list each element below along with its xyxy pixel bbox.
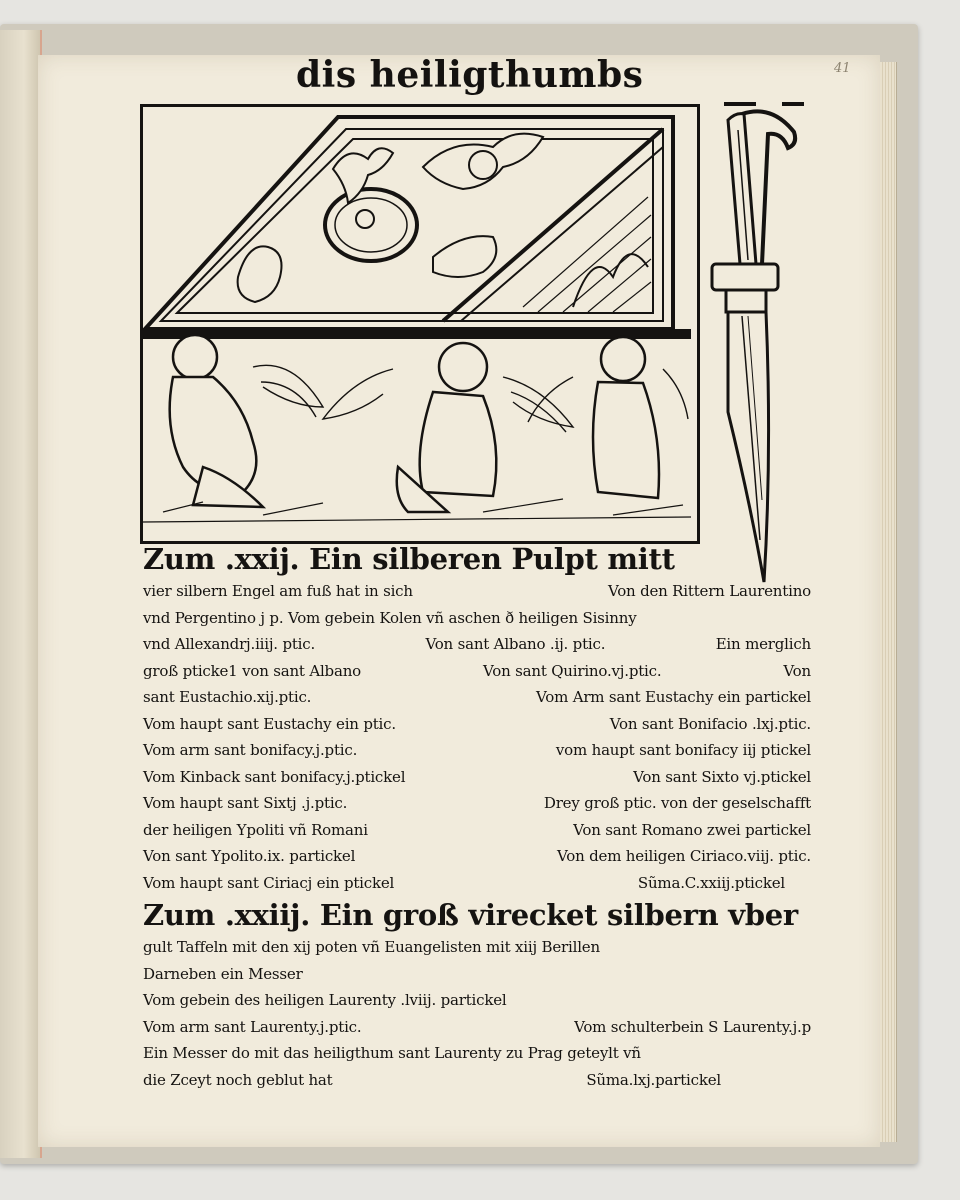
- text-line: [143, 578, 811, 605]
- text-segment: Vom arm sant Laurenty.j.ptic.: [143, 1017, 362, 1036]
- text-line: [143, 817, 811, 844]
- text-segment: Vom arm sant bonifacy.j.ptic.: [143, 741, 358, 759]
- text-line: [143, 843, 811, 870]
- knife-illustration: [704, 100, 812, 590]
- text-segment: Von: [783, 661, 811, 680]
- text-segment: Drey groß ptic. von der geselschafft: [543, 794, 811, 812]
- section-heading: Zum .xxij. Ein silberen Pulpt mitt: [143, 542, 675, 576]
- text-segment: vom haupt sant bonifacy iij ptickel: [555, 741, 811, 759]
- text-line: [143, 961, 811, 988]
- text-segment: gult Taffeln mit den xij poten vñ Euangelisten mit xiij Berillen: [143, 938, 600, 956]
- section-heading: Zum .xxiij. Ein groß virecket silbern vber: [143, 898, 798, 932]
- text-segment: Darneben ein Messer: [143, 964, 303, 983]
- text-segment: vnd Allexandrj.iiij. ptic.: [143, 635, 316, 653]
- text-segment: Vom Arm sant Eustachy ein partickel: [536, 688, 811, 706]
- text-segment: Von sant Albano .ij. ptic.: [425, 635, 606, 653]
- text-segment: Von sant Romano zwei partickel: [573, 820, 811, 839]
- text-line: [143, 1040, 811, 1067]
- text-segment: Vom gebein des heiligen Laurenty .lviij. partickel: [143, 991, 507, 1009]
- text-line: [143, 1014, 811, 1041]
- text-segment: Von sant Quirino.vj.ptic.: [483, 661, 662, 680]
- text-segment: sant Eustachio.xij.ptic.: [143, 688, 312, 706]
- text-segment: Von sant Ypolito.ix. partickel: [143, 847, 356, 865]
- running-head: dis heiligthumbs: [296, 54, 644, 96]
- text-line: [143, 870, 811, 897]
- text-segment: Von sant Sixto vj.ptickel: [633, 767, 811, 786]
- text-segment: vier silbern Engel am fuß hat in sich: [143, 582, 413, 600]
- text-line: [143, 737, 811, 764]
- text-line: [143, 605, 811, 632]
- text-segment: Vom Kinback sant bonifacy.j.ptickel: [143, 767, 406, 786]
- text-segment: Vom haupt sant Sixtj .j.ptic.: [143, 794, 348, 812]
- text-segment: der heiligen Ypoliti vñ Romani: [143, 820, 368, 839]
- text-segment: Vom haupt sant Eustachy ein ptic.: [143, 714, 396, 733]
- section-total: Sũma.C.xxiij.ptickel: [637, 873, 785, 892]
- text-segment: die Zceyt noch geblut hat: [143, 1070, 333, 1089]
- text-segment: vnd Pergentino j p. Vom gebein Kolen vñ aschen ð heiligen Sisinny: [143, 608, 637, 627]
- text-segment: Ein Messer do mit das heiligthum sant Laurenty zu Prag geteylt vñ: [143, 1044, 641, 1062]
- text-segment: Vom haupt sant Ciriacj ein ptickel: [143, 873, 395, 892]
- text-line: [143, 684, 811, 711]
- text-segment: Ein merglich: [715, 635, 811, 653]
- woodcut-reliquary-illustration: [140, 104, 700, 544]
- text-segment: Von sant Bonifacio .lxj.ptic.: [609, 714, 811, 733]
- text-segment: Von den Rittern Laurentino: [607, 582, 811, 600]
- text-line: [143, 631, 811, 658]
- section-total: Sũma.lxj.partickel: [586, 1070, 721, 1089]
- text-segment: Vom schulterbein S Laurenty.j.p: [574, 1017, 811, 1036]
- text-line: [143, 1067, 811, 1094]
- text-segment: Von dem heiligen Ciriaco.viij. ptic.: [557, 847, 811, 865]
- text-line: [143, 658, 811, 685]
- woodcut-drawing: [143, 107, 691, 535]
- page-edges: [880, 62, 897, 1142]
- text-segment: groß pticke1 von sant Albano: [143, 661, 361, 680]
- text-line: [143, 711, 811, 738]
- text-line: [143, 764, 811, 791]
- relic-inventory-text: [143, 540, 811, 1093]
- text-line: [143, 934, 811, 961]
- text-line: [143, 987, 811, 1014]
- left-page-edge: [0, 30, 42, 1158]
- text-line: [143, 790, 811, 817]
- folio-number: 41: [834, 61, 851, 76]
